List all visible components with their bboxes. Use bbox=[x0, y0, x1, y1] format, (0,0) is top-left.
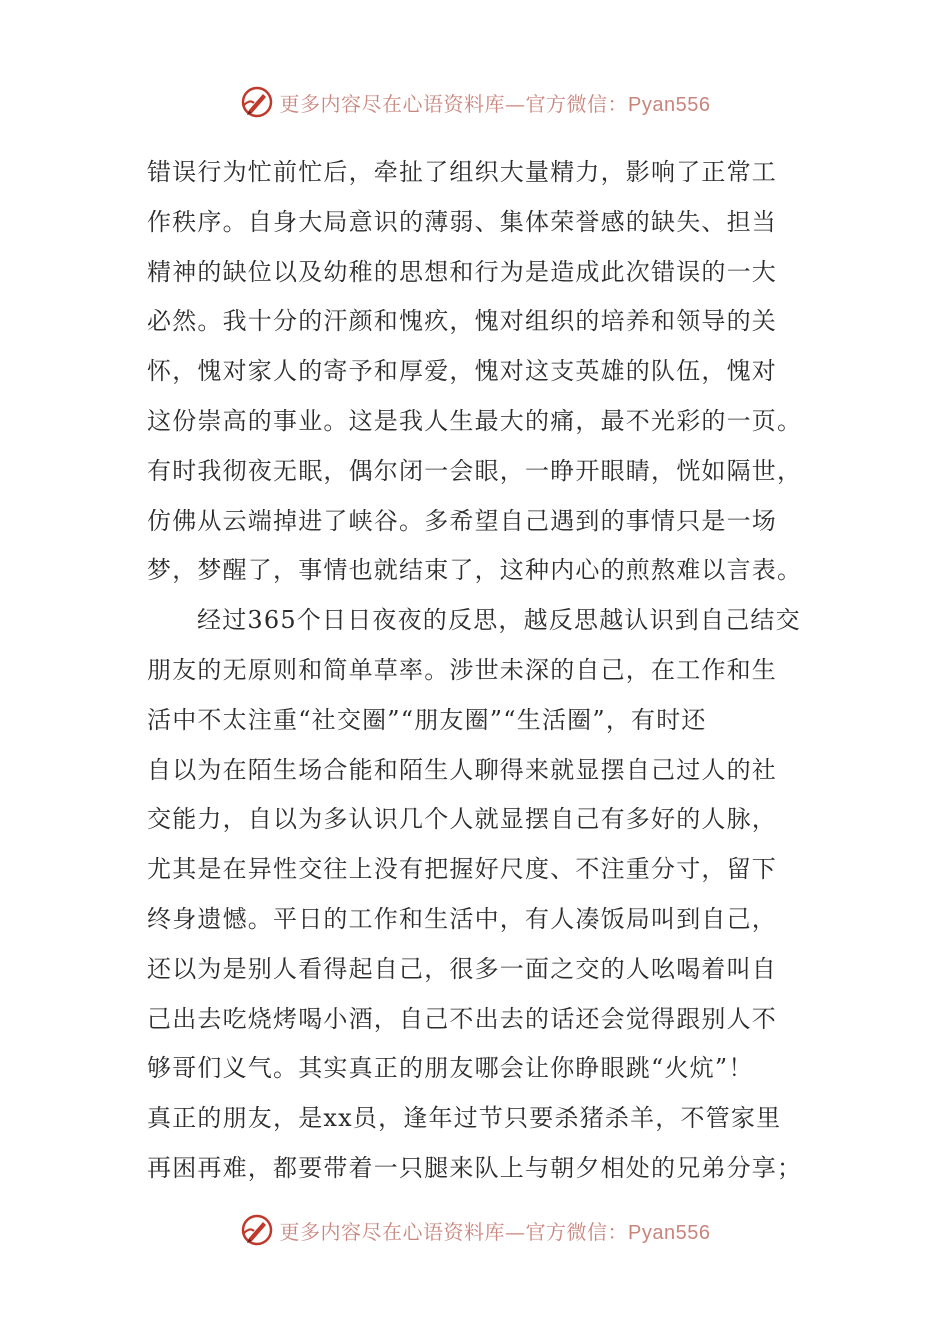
text-line: 己出去吃烧烤喝小酒，自己不出去的话还会觉得跟别人不 bbox=[147, 1004, 777, 1033]
pen-logo-icon bbox=[240, 85, 274, 119]
text-line: 梦，梦醒了，事情也就结束了，这种内心的煎熬难以言表。 bbox=[147, 556, 803, 585]
document-body bbox=[147, 148, 817, 1194]
text-line: 自以为在陌生场合能和陌生人聊得来就显摆自己过人的社 bbox=[147, 755, 777, 784]
footer-text: 更多内容尽在心语资料库—官方微信：Pyan556 bbox=[279, 1219, 711, 1244]
footer-wechat-id: Pyan556 bbox=[628, 1221, 711, 1244]
header-text: 更多内容尽在心语资料库—官方微信：Pyan556 bbox=[279, 91, 711, 116]
text-line: 这份崇高的事业。这是我人生最大的痛，最不光彩的一页。 bbox=[147, 406, 803, 435]
text-line: 交能力，自以为多认识几个人就显摆自己有多好的人脉， bbox=[147, 805, 777, 834]
text-line: 还以为是别人看得起自己，很多一面之交的人吆喝着叫自 bbox=[147, 954, 777, 983]
header-wechat-id: Pyan556 bbox=[628, 93, 711, 116]
text-line: 怀，愧对家人的寄予和厚爱，愧对这支英雄的队伍，愧对 bbox=[147, 357, 777, 386]
text-line: 真正的朋友，是xx员，逢年过节只要杀猪杀羊，不管家里 bbox=[147, 1104, 782, 1133]
footer-banner bbox=[0, 1210, 950, 1250]
pen-logo-icon bbox=[240, 1213, 274, 1247]
text-line: 终身遗憾。平日的工作和生活中，有人凑饭局叫到自己， bbox=[147, 904, 777, 933]
text-line: 错误行为忙前忙后，牵扯了组织大量精力，影响了正常工 bbox=[147, 158, 777, 186]
text-line: 作秩序。自身大局意识的薄弱、集体荣誉感的缺失、担当 bbox=[147, 207, 777, 236]
text-line: 活中不太注重“社交圈”“朋友圈”“生活圈”，有时还 bbox=[147, 705, 707, 734]
paragraph-start-line: 经过365个日日夜夜的反思，越反思越认识到自己结交 bbox=[197, 606, 801, 635]
header-banner bbox=[0, 82, 950, 122]
text-line: 再困再难，都要带着一只腿来队上与朝夕相处的兄弟分享； bbox=[147, 1153, 803, 1182]
text-line: 朋友的无原则和简单草率。涉世未深的自己，在工作和生 bbox=[147, 655, 777, 684]
text-line: 够哥们义气。其实真正的朋友哪会让你睁眼跳“火炕”！ bbox=[147, 1054, 754, 1083]
text-line: 仿佛从云端掉进了峡谷。多希望自己遇到的事情只是一场 bbox=[147, 506, 777, 535]
text-line: 必然。我十分的汗颜和愧疚，愧对组织的培养和领导的关 bbox=[147, 307, 777, 336]
text-line: 尤其是在异性交往上没有把握好尺度、不注重分寸，留下 bbox=[147, 855, 777, 884]
text-line: 有时我彻夜无眠，偶尔闭一会眼，一睁开眼睛，恍如隔世， bbox=[147, 456, 803, 485]
text-line: 精神的缺位以及幼稚的思想和行为是造成此次错误的一大 bbox=[147, 257, 777, 286]
